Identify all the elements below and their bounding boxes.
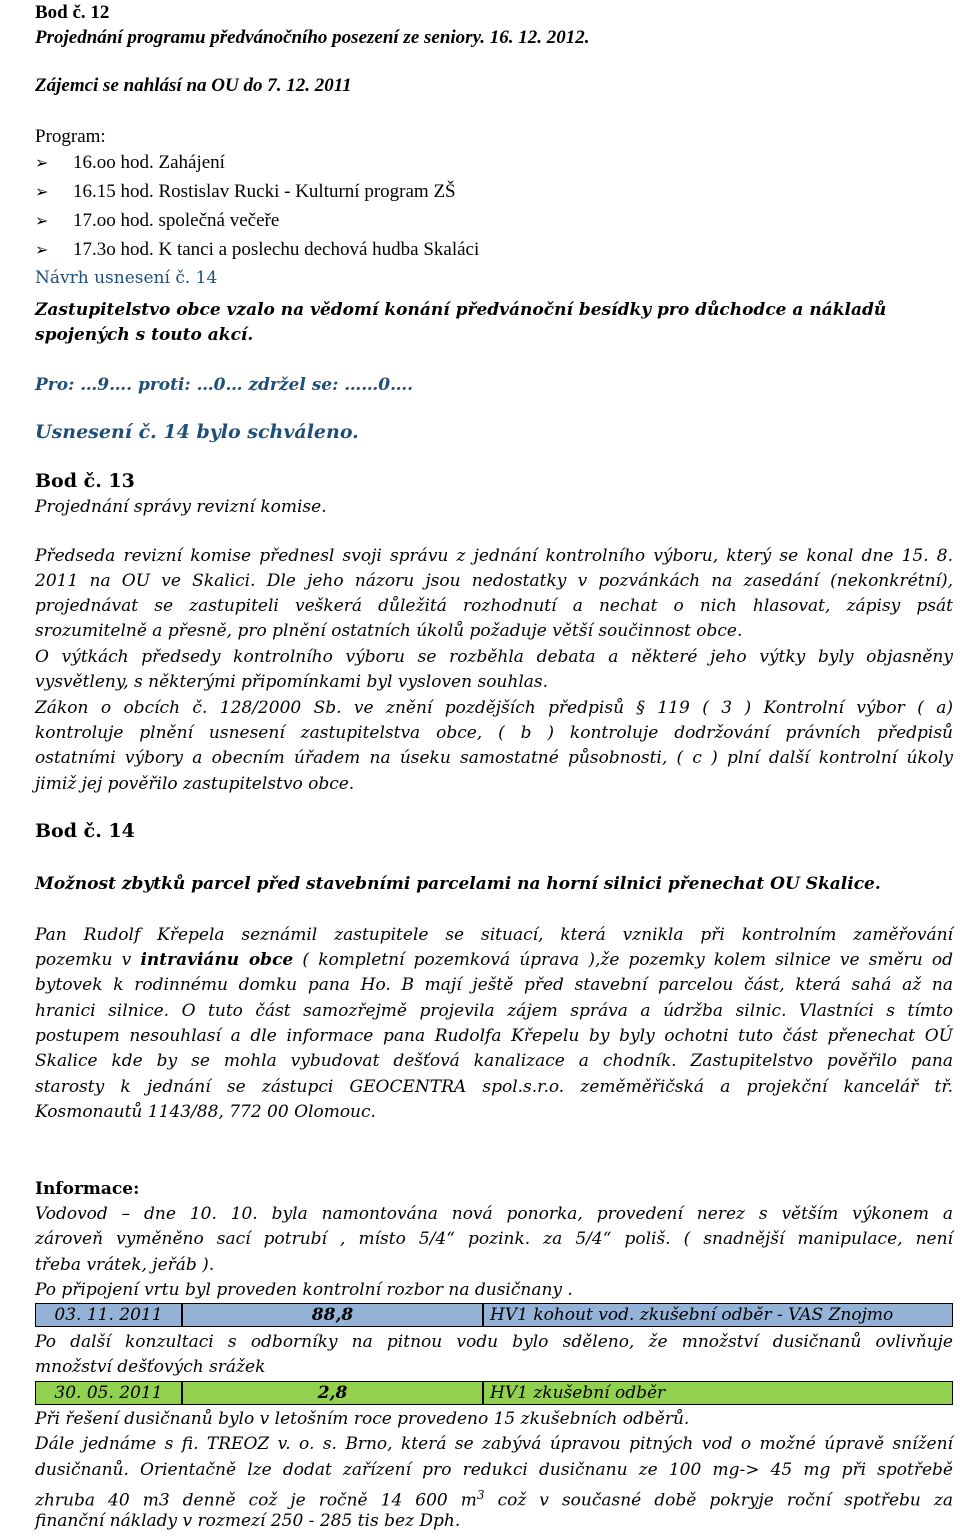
vote-result: Pro: …9…. proti: …0… zdržel se: ……0…. — [35, 375, 414, 395]
usneseni-text: spojených s touto akcí. — [35, 325, 254, 345]
row-value: 88,8 — [182, 1303, 483, 1327]
bod12-title: Projednání programu předvánočního posezení ze seniory. 16. 12. 2012. — [35, 27, 590, 48]
informace-line: třeba vrátek, jeřáb ). — [35, 1255, 215, 1275]
arrow-bullet-icon: ➢ — [35, 182, 49, 201]
bod13-line: O výtkách předsedy kontrolního výboru se rozběhla debata a některé jeho výtky byly objasněny — [35, 647, 953, 667]
bod14-line: starosty k jednání se zástupci GEOCENTRA spol.s.r.o. zeměměřičská a projekční kancelář tř. — [35, 1077, 953, 1097]
bod14-line: Skalice kde by se mohla vybudovat dešťová kanalizace a chodník. Zastupitelstvo pověřilo pana — [35, 1051, 953, 1071]
informace-line: Při řešení dusičnanů bylo v letošním roce provedeno 15 zkušebních odběrů. — [35, 1409, 690, 1429]
bod14-line: hranici silnice. O tuto část samozřejmě projevila zájem správa a údržba silnic. Vlastníci s tímto — [35, 1001, 953, 1021]
program-item: ➢ 16.oo hod. Zahájení — [35, 152, 225, 173]
bod12-zajemci: Zájemci se nahlásí na OU do 7. 12. 2011 — [35, 75, 352, 96]
bod13-line: Zákon o obcích č. 128/2000 Sb. ve znění pozdějších předpisů § 119 ( 3 ) Kontrolní výbor ( a) — [35, 698, 953, 718]
bod13-line: 2011 na OU ve Skalici. Dle jeho názoru jsou nedostatky v pozvánkách na zasedání (nekonkrétní), — [35, 571, 953, 591]
row-note: HV1 kohout vod. zkušební odběr - VAS Znojmo — [483, 1303, 953, 1327]
program-item: ➢ 17.oo hod. společná večeře — [35, 210, 280, 231]
bod14-title: Možnost zbytků parcel před stavebními parcelami na horní silnici přenechat OU Skalice. — [35, 874, 881, 894]
row-date: 30. 05. 2011 — [35, 1381, 182, 1405]
bod13-line: vysvětleny, s některými připomínkami byl vysloven souhlas. — [35, 672, 549, 692]
program-label: Program: — [35, 126, 106, 147]
bod13-heading: Bod č. 13 — [35, 470, 135, 492]
arrow-bullet-icon: ➢ — [35, 240, 49, 259]
table-row — [35, 1303, 953, 1327]
bod13-line: projednávat se zastupiteli veškerá důležitá rozhodnutí a nechat o nich hlasovat, zápisy psát — [35, 596, 953, 616]
bod14-line: pozemku v intraviánu obce ( kompletní pozemková úprava ),že pozemky kolem silnice ve směru od — [35, 950, 954, 970]
bod14-line: Pan Rudolf Křepela seznámil zastupitele se situací, která vznikla při kontrolním zaměřování — [35, 925, 953, 945]
rozbor-line: Po připojení vrtu byl proveden kontrolní rozbor na dusičnany . — [35, 1280, 573, 1300]
arrow-bullet-icon: ➢ — [35, 211, 49, 230]
bod14-line: Kosmonautů 1143/88, 772 00 Olomouc. — [35, 1102, 376, 1122]
informace-line: Po další konzultaci s odborníky na pitnou vodu bylo sděleno, že množství dusičnanů ovlivňuje — [35, 1332, 953, 1352]
informace-line: množství dešťových srážek — [35, 1357, 266, 1377]
bod13-line: kontroluje plnění usnesení zastupitelstva obce, ( b ) kontroluje dodržování právních předpisů — [35, 723, 953, 743]
informace-line: zároveň vyměněno sací potrubí , místo 5/4“ pozink. za 5/4“ poliš. ( snadnější manipulace, není — [35, 1229, 953, 1249]
program-item: ➢ 16.15 hod. Rostislav Rucki - Kulturní program ZŠ — [35, 181, 456, 202]
bod13-line: ostatními výbory a obecním úřadem na úseku samostatné působnosti, ( c ) plní další kontrolní úkoly — [35, 748, 953, 768]
informace-line: dusičnanů. Orientačně lze dodat zařízení pro redukci dusičnanu ze 100 mg-> 45 mg při spotřebě — [35, 1460, 953, 1480]
navrh-usneseni: Návrh usnesení č. 14 — [35, 268, 218, 288]
informace-line: finanční náklady v rozmezí 250 - 285 tis bez Dph. — [35, 1511, 461, 1531]
bod14-line: bytovek k rodinnému domku pana Ho. B mají ještě před stavební parcelou část, která sahá až na — [35, 975, 953, 995]
informace-line: zhruba 40 m3 denně což je ročně 14 600 $m^3$ což v současné době pokryje roční spotřebu za — [35, 1488, 953, 1511]
usneseni-text: Zastupitelstvo obce vzalo na vědomí konání předvánoční besídky pro důchodce a nákladů — [35, 300, 887, 320]
bod13-title: Projednání správy revizní komise. — [35, 497, 327, 517]
informace-line: Vodovod – dne 10. 10. byla namontována nová ponorka, provedení nerez s větším výkonem a — [35, 1204, 953, 1224]
bod12-heading: Bod č. 12 — [35, 2, 110, 23]
program-item: ➢ 17.3o hod. K tanci a poslechu dechová hudba Skaláci — [35, 239, 480, 260]
bod13-line: srozumitelně a přesně, pro plnění ostatních úkolů požaduje větší součinnost obce. — [35, 621, 743, 641]
bod13-line: jimiž jej pověřilo zastupitelstvo obce. — [35, 774, 355, 794]
intravian-bold: intraviánu obce — [140, 950, 294, 970]
row-value: 2,8 — [182, 1381, 483, 1405]
bod14-line: postupem nesouhlasí a dle informace pana Rudolfa Křepelu by byly ochotni tuto část přenechat OÚ — [35, 1026, 953, 1046]
row-note: HV1 zkušební odběr — [483, 1381, 953, 1405]
informace-heading: Informace: — [35, 1179, 140, 1199]
bod13-line: Předseda revizní komise přednesl svoji správu z jednání kontrolního výboru, který se konal dne 15. 8. — [35, 546, 953, 566]
informace-line: Dále jednáme s fi. TREOZ v. o. s. Brno, která se zabývá úpravou pitných vod o možné úpravě snížení — [35, 1434, 953, 1454]
row-date: 03. 11. 2011 — [35, 1303, 182, 1327]
table-row — [35, 1381, 953, 1405]
bod14-heading: Bod č. 14 — [35, 820, 135, 842]
usneseni-schvaleno: Usnesení č. 14 bylo schváleno. — [35, 421, 359, 443]
arrow-bullet-icon: ➢ — [35, 153, 49, 172]
